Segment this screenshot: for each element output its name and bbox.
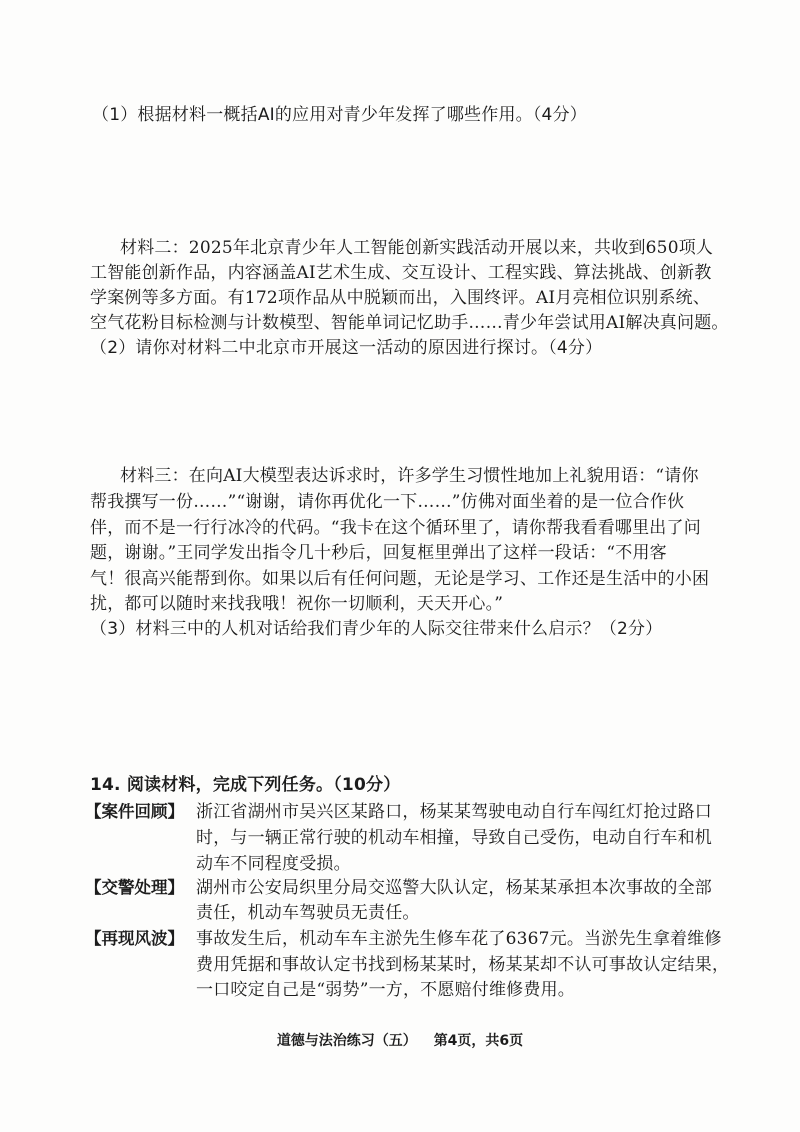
- material-2-line: 空气花粉目标检测与计数模型、智能单词记忆助手……青少年尝试用AI解决真问题。: [90, 313, 729, 333]
- page-footer: [0, 1030, 800, 1050]
- question-14-title: 14. 阅读材料，完成下列任务。（10分）: [90, 775, 401, 795]
- footer-page-number: 第4页，共6页: [433, 1033, 524, 1049]
- material-3-line: 题，谢谢。”王同学发出指令几十秒后，回复框里弹出了这样一段话：“不用客: [90, 543, 667, 563]
- question-3: （3）材料三中的人机对话给我们青少年的人际交往带来什么启示？（2分）: [90, 619, 663, 639]
- material-3-line: 材料三：在向AI大模型表达诉求时，许多学生习惯性地加上礼貌用语：“请你: [120, 466, 699, 486]
- question-2: （2）请你对材料二中北京市开展这一活动的原因进行探讨。（4分）: [90, 338, 603, 358]
- case-review-line: 时，与一辆正常行驶的机动车相撞，导致自己受伤，电动自行车和机: [196, 828, 712, 848]
- material-2-line: 学案例等多方面。有172项作品从中脱颖而出，入围终评。AI月亮相位识别系统、: [90, 288, 711, 308]
- dispute-tag: 【再现风波】: [85, 929, 184, 948]
- case-review-line: 动车不同程度受损。: [196, 854, 351, 874]
- material-3-line: 扰，都可以随时来找我哦！祝你一切顺利，天天开心。”: [90, 594, 504, 614]
- case-review-line: 浙江省湖州市吴兴区某路口，杨某某驾驶电动自行车闯红灯抢过路口: [196, 802, 712, 822]
- question-1: （1）根据材料一概括AI的应用对青少年发挥了哪些作用。（4分）: [92, 105, 587, 125]
- material-2-line: 工智能创新作品，内容涵盖AI艺术生成、交互设计、工程实践、算法挑战、创新教: [90, 263, 712, 283]
- material-3-line: 伴，而不是一行行冰冷的代码。“我卡在这个循环里了，请你帮我看看哪里出了问: [90, 518, 701, 538]
- dispute-line: 一口咬定自己是“弱势”一方，不愿赔付维修费用。: [196, 980, 575, 1000]
- material-3-line: 帮我撰写一份……”“谢谢，请你再优化一下……”仿佛对面坐着的是一位合作伙: [90, 492, 685, 512]
- material-3-line: 气！很高兴能帮到你。如果以后有任何问题，无论是学习、工作还是生活中的小困: [90, 569, 710, 589]
- police-handling-tag: 【交警处理】: [85, 878, 184, 897]
- footer-title: 道德与法治练习（五）: [276, 1033, 417, 1049]
- dispute-line: 事故发生后，机动车车主淤先生修车花了6367元。当淤先生拿着维修: [196, 929, 722, 949]
- dispute-line: 费用凭据和事故认定书找到杨某某时，杨某某却不认可事故认定结果，: [196, 955, 730, 975]
- case-review-tag: 【案件回顾】: [85, 802, 184, 821]
- police-handling-line: 湖州市公安局织里分局交巡警大队认定，杨某某承担本次事故的全部: [196, 878, 712, 898]
- material-2-line: 材料二：2025年北京青少年人工智能创新实践活动开展以来，共收到650项人: [120, 238, 714, 258]
- police-handling-line: 责任，机动车驾驶员无责任。: [196, 903, 420, 923]
